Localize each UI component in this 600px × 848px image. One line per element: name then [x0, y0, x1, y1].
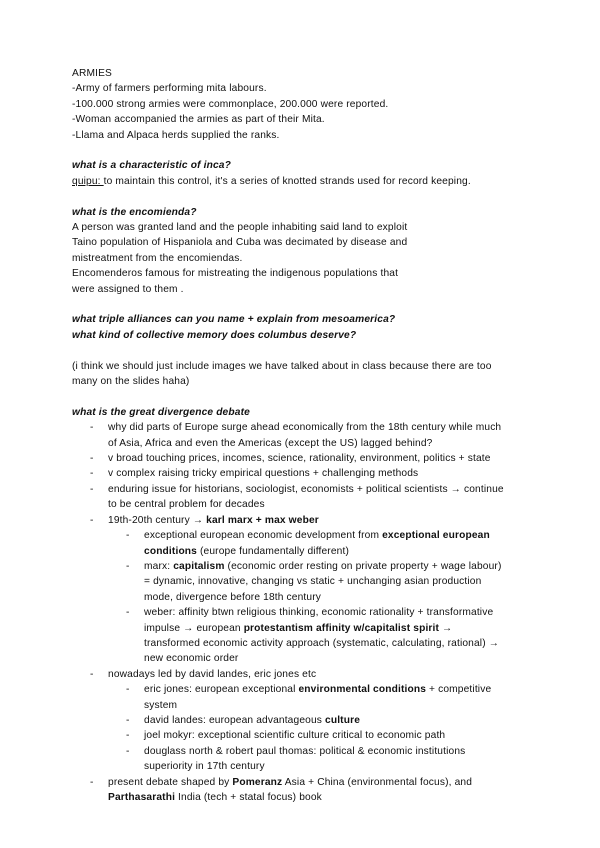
- bold-text: Pomeranz: [232, 776, 283, 788]
- text-span: India (tech + statal focus) book: [175, 792, 322, 804]
- list-item: [72, 713, 532, 728]
- encomienda-line: A person was granted land and the people inhabiting said land to exploit: [72, 222, 408, 234]
- bullet-text: v broad touching prices, incomes, science, rationality, environment, politics + state: [108, 453, 491, 465]
- bullet-text: douglass north & robert paul thomas: political & economic institutions: [144, 745, 466, 757]
- note-line: (i think we should just include images we have talked about in class because there are too: [72, 360, 492, 372]
- list-item: [72, 605, 532, 667]
- armies-heading: ARMIES: [72, 68, 112, 79]
- bullet-text: [144, 544, 532, 559]
- bullet-dash: -: [126, 560, 130, 572]
- bullet-text: enduring issue for historians, sociologist, economists + political scientists → continue: [108, 483, 504, 495]
- encomienda-line: mistreatment from the encomiendas.: [72, 252, 243, 264]
- bullet-text: [144, 713, 532, 728]
- text-span: marx:: [144, 560, 174, 572]
- list-item: [72, 528, 532, 559]
- list-item: [72, 466, 532, 481]
- list-item: [72, 775, 532, 806]
- list-item: [72, 559, 532, 605]
- triple-alliance-question: what triple alliances can you name + explain from mesoamerica?: [72, 314, 396, 326]
- quipu-term: quipu:: [72, 175, 104, 187]
- bullet-dash: -: [126, 714, 130, 726]
- text-span: david landes: european advantageous: [144, 714, 325, 726]
- bullet-text: mode, divergence before 18th century: [144, 591, 321, 603]
- text-span: (economic order resting on private property + wage labour): [224, 560, 502, 572]
- bullet-dash: -: [126, 730, 130, 742]
- text-span: Asia + China (environmental focus), and: [282, 776, 473, 788]
- quipu-definition: to maintain this control, it's a series of knotted strands used for record keeping.: [103, 175, 471, 187]
- text-span: present debate shaped by: [108, 776, 233, 788]
- bullet-text: v complex raising tricky empirical questions + challenging methods: [108, 468, 419, 480]
- text-span: (europe fundamentally different): [197, 545, 350, 557]
- bold-text: conditions: [144, 545, 197, 557]
- bullet-dash: -: [90, 514, 94, 526]
- bullet-text: [108, 775, 532, 790]
- bullet-text: new economic order: [144, 653, 239, 665]
- bullet-text: weber: affinity btwn religious thinking, economic rationality + transformative: [144, 607, 494, 619]
- bullet-text: to be central problem for decades: [108, 499, 265, 511]
- text-span: →: [439, 622, 453, 634]
- bold-text: culture: [325, 714, 361, 726]
- encomienda-line: Taino population of Hispaniola and Cuba was decimated by disease and: [72, 237, 408, 249]
- bullet-text: transformed economic activity approach (systematic, calculating, rational) →: [144, 637, 500, 649]
- list-item: [72, 682, 532, 713]
- bullet-text: nowadays led by david landes, eric jones etc: [108, 668, 317, 680]
- armies-line: -Llama and Alpaca herds supplied the ranks.: [72, 129, 280, 141]
- encomienda-line: Encomenderos famous for mistreating the indigenous populations that: [72, 268, 399, 280]
- bullet-dash: -: [90, 422, 94, 434]
- armies-line: -100.000 strong armies were commonplace, 200.000 were reported.: [72, 98, 389, 110]
- bold-text: Parthasarathi: [108, 792, 176, 804]
- inca-question: what is a characteristic of inca?: [72, 160, 231, 172]
- bold-text: protestantism affinity w/capitalist spirit: [243, 622, 440, 634]
- bullet-text: [144, 559, 532, 574]
- list-item: [72, 667, 532, 682]
- bullet-text: superiority in 17th century: [144, 761, 265, 773]
- divergence-question: what is the great divergence debate: [72, 406, 250, 418]
- list-item: [72, 482, 532, 513]
- bullet-text: why did parts of Europe surge ahead economically from the 18th century while much: [108, 422, 502, 434]
- bullet-dash: -: [126, 607, 130, 619]
- text-span: impulse → european: [144, 622, 244, 634]
- armies-line: -Army of farmers performing mita labours.: [72, 83, 267, 95]
- bullet-dash: -: [90, 483, 94, 495]
- encomienda-question: what is the encomienda?: [72, 206, 197, 218]
- bullet-dash: -: [90, 453, 94, 465]
- bullet-text: [144, 621, 532, 636]
- list-item: [72, 728, 532, 743]
- bullet-dash: -: [126, 684, 130, 696]
- bullet-text: [108, 790, 532, 805]
- collective-memory-question: what kind of collective memory does columbus deserve?: [72, 329, 357, 341]
- list-item: [72, 744, 532, 775]
- text-span: + competitive: [426, 684, 492, 696]
- inca-answer: [72, 174, 532, 189]
- bullet-text: of Asia, Africa and even the Americas (except the US) lagged behind?: [108, 437, 433, 449]
- encomienda-line: were assigned to them .: [72, 283, 184, 295]
- bullet-text: system: [144, 699, 178, 711]
- bullet-text: = dynamic, innovative, changing vs static + unchanging asian production: [144, 576, 482, 588]
- list-item: [72, 420, 532, 451]
- bold-text: karl marx + max weber: [206, 514, 319, 526]
- bullet-text: [144, 528, 532, 543]
- document-page: [72, 66, 532, 805]
- bullet-text: [144, 682, 532, 697]
- list-item: [72, 451, 532, 466]
- bullet-dash: -: [126, 745, 130, 757]
- bold-text: capitalism: [173, 560, 225, 572]
- text-span: exceptional european economic development from: [144, 530, 383, 542]
- bullet-dash: -: [126, 530, 130, 542]
- bold-text: exceptional european: [382, 530, 490, 542]
- list-item: [72, 513, 532, 528]
- bullet-dash: -: [90, 776, 94, 788]
- bullet-dash: -: [90, 468, 94, 480]
- text-span: 19th-20th century →: [108, 514, 207, 526]
- bold-text: environmental conditions: [298, 684, 427, 696]
- bullet-text: joel mokyr: exceptional scientific culture critical to economic path: [144, 730, 446, 742]
- armies-line: -Woman accompanied the armies as part of their Mita.: [72, 114, 325, 126]
- bullet-text: [108, 513, 532, 528]
- bullet-dash: -: [90, 668, 94, 680]
- note-line: many on the slides haha): [72, 376, 190, 388]
- text-span: eric jones: european exceptional: [144, 684, 299, 696]
